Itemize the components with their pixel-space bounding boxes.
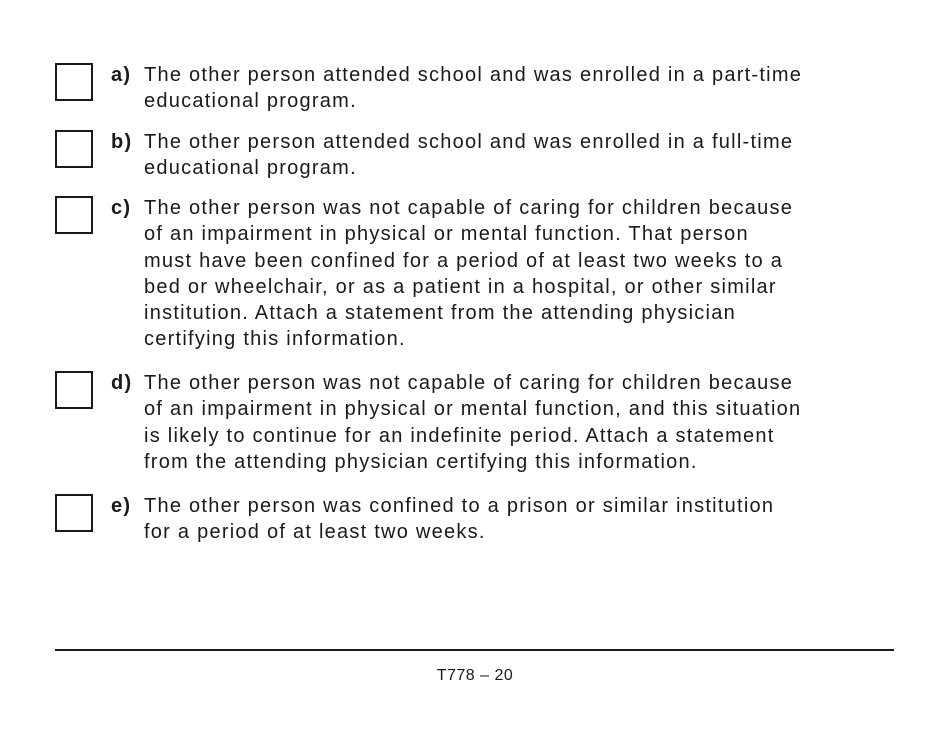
text-line: certifying this information.: [144, 328, 406, 351]
option-a-text: [111, 62, 802, 115]
text-line: The other person attended school and was enrolled in a part-time: [144, 64, 803, 86]
option-label: e): [111, 495, 132, 517]
option-e-text: [111, 493, 774, 546]
text-line: from the attending physician certifying this information.: [144, 450, 698, 473]
option-d-text: [111, 370, 801, 475]
text-line: is likely to continue for an indefinite period. Attach a statement: [144, 424, 775, 447]
option-label: a): [111, 64, 132, 86]
option-label: c): [111, 197, 132, 219]
text-line: of an impairment in physical or mental function. That person: [144, 223, 749, 246]
text-line: bed or wheelchair, or as a patient in a hospital, or other similar: [144, 275, 777, 298]
checkbox-d[interactable]: [55, 371, 93, 409]
text-line: educational program.: [144, 157, 357, 180]
footer-divider: [55, 649, 894, 651]
text-line: The other person was not capable of caring for children because: [144, 197, 794, 219]
page-number: T778 – 20: [436, 667, 514, 684]
checkbox-e[interactable]: [55, 494, 93, 532]
checkbox-b[interactable]: [55, 130, 93, 168]
text-line: of an impairment in physical or mental function, and this situation: [144, 398, 802, 421]
text-line: institution. Attach a statement from the attending physician: [144, 302, 736, 325]
text-line: The other person was not capable of caring for children because: [144, 372, 794, 394]
option-label: b): [111, 131, 133, 153]
option-c-text: [111, 195, 793, 353]
text-line: must have been confined for a period of at least two weeks to a: [144, 249, 784, 272]
text-line: for a period of at least two weeks.: [144, 521, 486, 544]
option-b-text: [111, 129, 793, 182]
text-line: educational program.: [144, 90, 357, 113]
option-label: d): [111, 372, 133, 394]
checkbox-a[interactable]: [55, 63, 93, 101]
text-line: The other person was confined to a prison or similar institution: [144, 495, 775, 517]
checkbox-c[interactable]: [55, 196, 93, 234]
text-line: The other person attended school and was enrolled in a full-time: [144, 131, 794, 153]
